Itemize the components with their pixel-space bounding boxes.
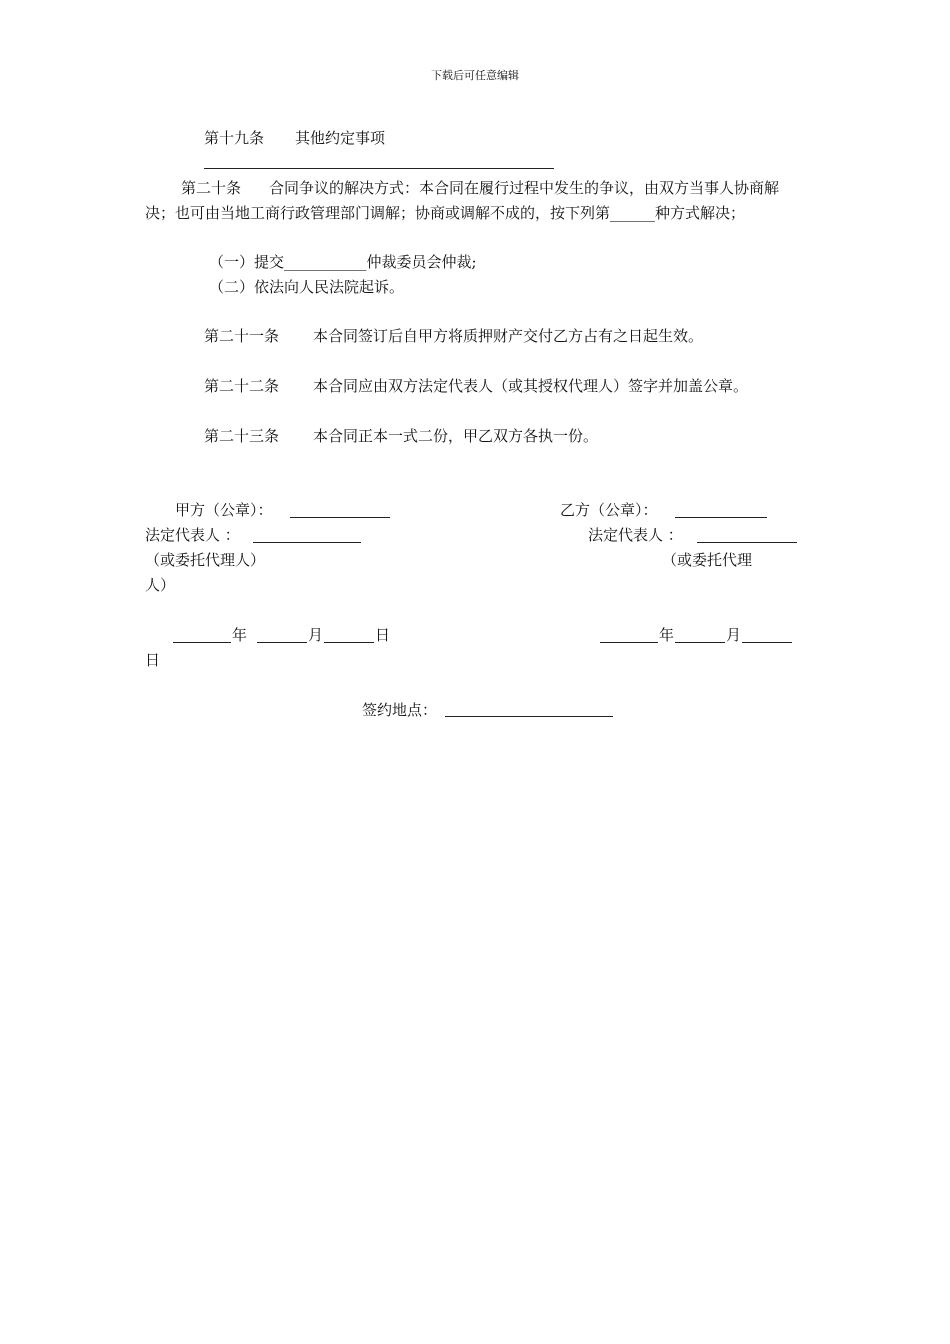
article-20-number: 第二十条 (181, 179, 242, 197)
party-b-month-line (675, 642, 725, 643)
article-19-blank-line (204, 168, 554, 169)
party-a-seal-line (290, 517, 390, 518)
party-b-agent-label-2: 人） (145, 576, 176, 594)
article-19-number: 第十九条 (204, 129, 265, 147)
party-b-seal-label: 乙方（公章）： (560, 501, 658, 519)
option-1-blank: ___________ (284, 253, 367, 271)
party-b-day-line (742, 642, 792, 643)
party-a-year-label: 年 (232, 626, 248, 644)
article-22-text: 本合同应由双方法定代表人（或其授权代理人）签字并加盖公章。 (313, 377, 749, 395)
article-20-option-2: （二）依法向人民法院起诉。 (209, 278, 405, 296)
page-header-note: 下载后可任意编辑 (431, 69, 519, 82)
party-a-rep-label: 法定代表人 ： (145, 526, 240, 544)
party-b-rep-line (697, 542, 797, 543)
article-22-number: 第二十二条 (204, 377, 280, 395)
option-1-lead: （一）提交 (209, 253, 285, 271)
party-b-day-label: 日 (145, 651, 161, 669)
party-a-day-label: 日 (375, 626, 391, 644)
party-b-agent-label-1: （或委托代理 (662, 551, 753, 569)
article-20-text: 合同争议的解决方式：本合同在履行过程中发生的争议，由双方当事人协商解决；也可由当地工商行政管理部门调解；协商或调解不成的，按下列第______种方式解决； (145, 179, 780, 222)
party-a-seal-label: 甲方（公章）： (175, 501, 273, 519)
party-b-year-label: 年 (659, 626, 675, 644)
option-1-tail: 仲裁委员会仲裁; (366, 253, 477, 271)
party-b-seal-line (675, 517, 767, 518)
article-21-number: 第二十一条 (204, 327, 280, 345)
signing-place-line (445, 716, 613, 717)
party-a-rep-line (253, 542, 361, 543)
article-20-option-1 (209, 252, 477, 272)
party-a-month-line (257, 642, 307, 643)
party-b-year-line (600, 642, 658, 643)
party-a-day-line (324, 642, 374, 643)
article-23-number: 第二十三条 (204, 427, 280, 445)
article-19-title: 其他约定事项 (295, 129, 386, 147)
party-a-year-line (173, 642, 231, 643)
article-23-text: 本合同正本一式二份，甲乙双方各执一份。 (313, 427, 599, 445)
article-21-text: 本合同签订后自甲方将质押财产交付乙方占有之日起生效。 (313, 327, 704, 345)
party-b-month-label: 月 (726, 626, 742, 644)
article-20-paragraph (145, 176, 800, 226)
party-b-rep-label: 法定代表人 ： (588, 526, 683, 544)
party-a-month-label: 月 (308, 626, 324, 644)
party-a-agent-label: （或委托代理人） (145, 551, 266, 569)
signing-place-label: 签约地点： (362, 701, 438, 719)
